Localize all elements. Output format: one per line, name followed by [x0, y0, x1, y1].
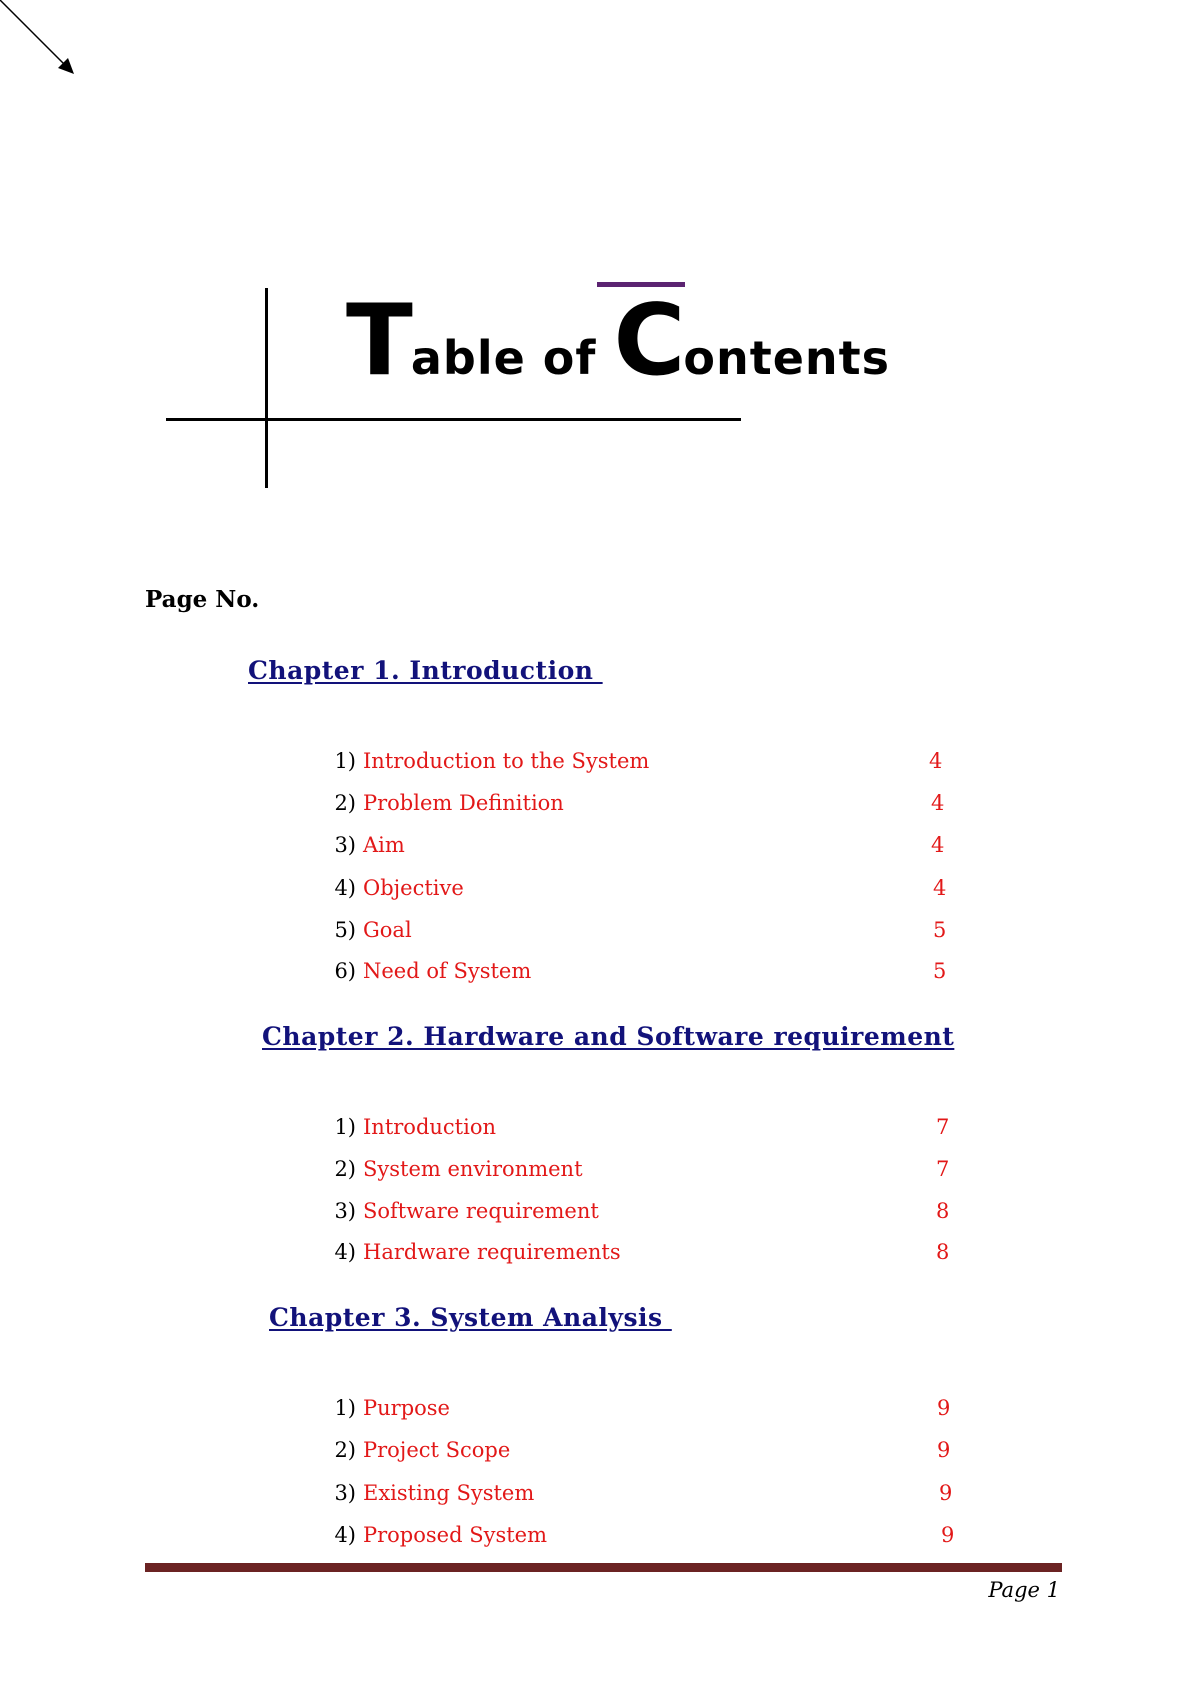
toc-entry[interactable] — [320, 1523, 960, 1553]
entry-label[interactable]: Project Scope — [363, 1438, 511, 1462]
entry-number: 3) — [334, 1199, 356, 1223]
title-vertical-rule — [265, 288, 268, 488]
footer-rule — [145, 1563, 1062, 1572]
entry-label[interactable]: Introduction to the System — [363, 749, 650, 773]
toc-entry[interactable] — [320, 1115, 960, 1145]
entry-page: 5 — [933, 918, 947, 942]
page-number-footer: Page 1 — [988, 1578, 1060, 1602]
entry-number: 4) — [334, 876, 356, 900]
entry-page: 4 — [931, 791, 945, 815]
entry-number: 1) — [334, 1396, 356, 1420]
entry-label[interactable]: Goal — [363, 918, 412, 942]
toc-entry[interactable] — [320, 1438, 960, 1468]
entry-number: 5) — [334, 918, 356, 942]
entry-label[interactable]: Existing System — [363, 1481, 535, 1505]
entry-label[interactable]: Need of System — [363, 959, 532, 983]
toc-entry[interactable] — [320, 1396, 960, 1426]
toc-entry[interactable] — [320, 791, 960, 821]
chapter-2-heading[interactable]: Chapter 2. Hardware and Software requirement — [262, 1022, 955, 1051]
title-second-letter: C — [613, 284, 684, 398]
entry-number: 2) — [334, 1157, 356, 1181]
entry-number: 4) — [334, 1523, 356, 1547]
title-first-letter: T — [346, 284, 411, 398]
entry-page: 9 — [937, 1396, 951, 1420]
entry-number: 4) — [334, 1240, 356, 1264]
entry-number: 1) — [334, 749, 356, 773]
toc-entry[interactable] — [320, 918, 960, 948]
title-horizontal-rule — [166, 418, 741, 421]
title-part-1: able of — [410, 331, 614, 385]
entry-page: 8 — [936, 1199, 950, 1223]
page-title — [346, 284, 891, 398]
entry-number: 1) — [334, 1115, 356, 1139]
entry-page: 7 — [936, 1157, 950, 1181]
entry-label[interactable]: Proposed System — [363, 1523, 548, 1547]
entry-number: 3) — [334, 833, 356, 857]
entry-page: 4 — [929, 749, 943, 773]
toc-entry[interactable] — [320, 1240, 960, 1270]
entry-number: 2) — [334, 791, 356, 815]
entry-number: 3) — [334, 1481, 356, 1505]
entry-label[interactable]: Aim — [363, 833, 405, 857]
entry-label[interactable]: Hardware requirements — [363, 1240, 621, 1264]
toc-entry[interactable] — [320, 1157, 960, 1187]
entry-label[interactable]: Objective — [363, 876, 464, 900]
entry-label[interactable]: Purpose — [363, 1396, 450, 1420]
entry-label[interactable]: Introduction — [363, 1115, 496, 1139]
entry-page: 4 — [933, 876, 947, 900]
corner-arrow-icon — [0, 0, 90, 90]
toc-entry[interactable] — [320, 1481, 960, 1511]
entry-page: 4 — [931, 833, 945, 857]
toc-entry[interactable] — [320, 833, 960, 863]
chapter-3-heading[interactable]: Chapter 3. System Analysis — [269, 1303, 672, 1332]
chapter-1-heading[interactable]: Chapter 1. Introduction — [248, 656, 603, 685]
entry-page: 8 — [936, 1240, 950, 1264]
entry-page: 9 — [941, 1523, 955, 1547]
entry-page: 9 — [937, 1438, 951, 1462]
entry-page: 5 — [933, 959, 947, 983]
toc-entry[interactable] — [320, 1199, 960, 1229]
toc-entry[interactable] — [320, 959, 960, 989]
entry-page: 7 — [936, 1115, 950, 1139]
title-part-2: ontents — [683, 331, 891, 385]
entry-number: 6) — [334, 959, 356, 983]
entry-number: 2) — [334, 1438, 356, 1462]
toc-entry[interactable] — [320, 749, 960, 779]
entry-label[interactable]: Problem Definition — [363, 791, 564, 815]
entry-label[interactable]: System environment — [363, 1157, 583, 1181]
page-no-label: Page No. — [145, 586, 260, 613]
entry-page: 9 — [939, 1481, 953, 1505]
toc-entry[interactable] — [320, 876, 960, 906]
entry-label[interactable]: Software requirement — [363, 1199, 599, 1223]
